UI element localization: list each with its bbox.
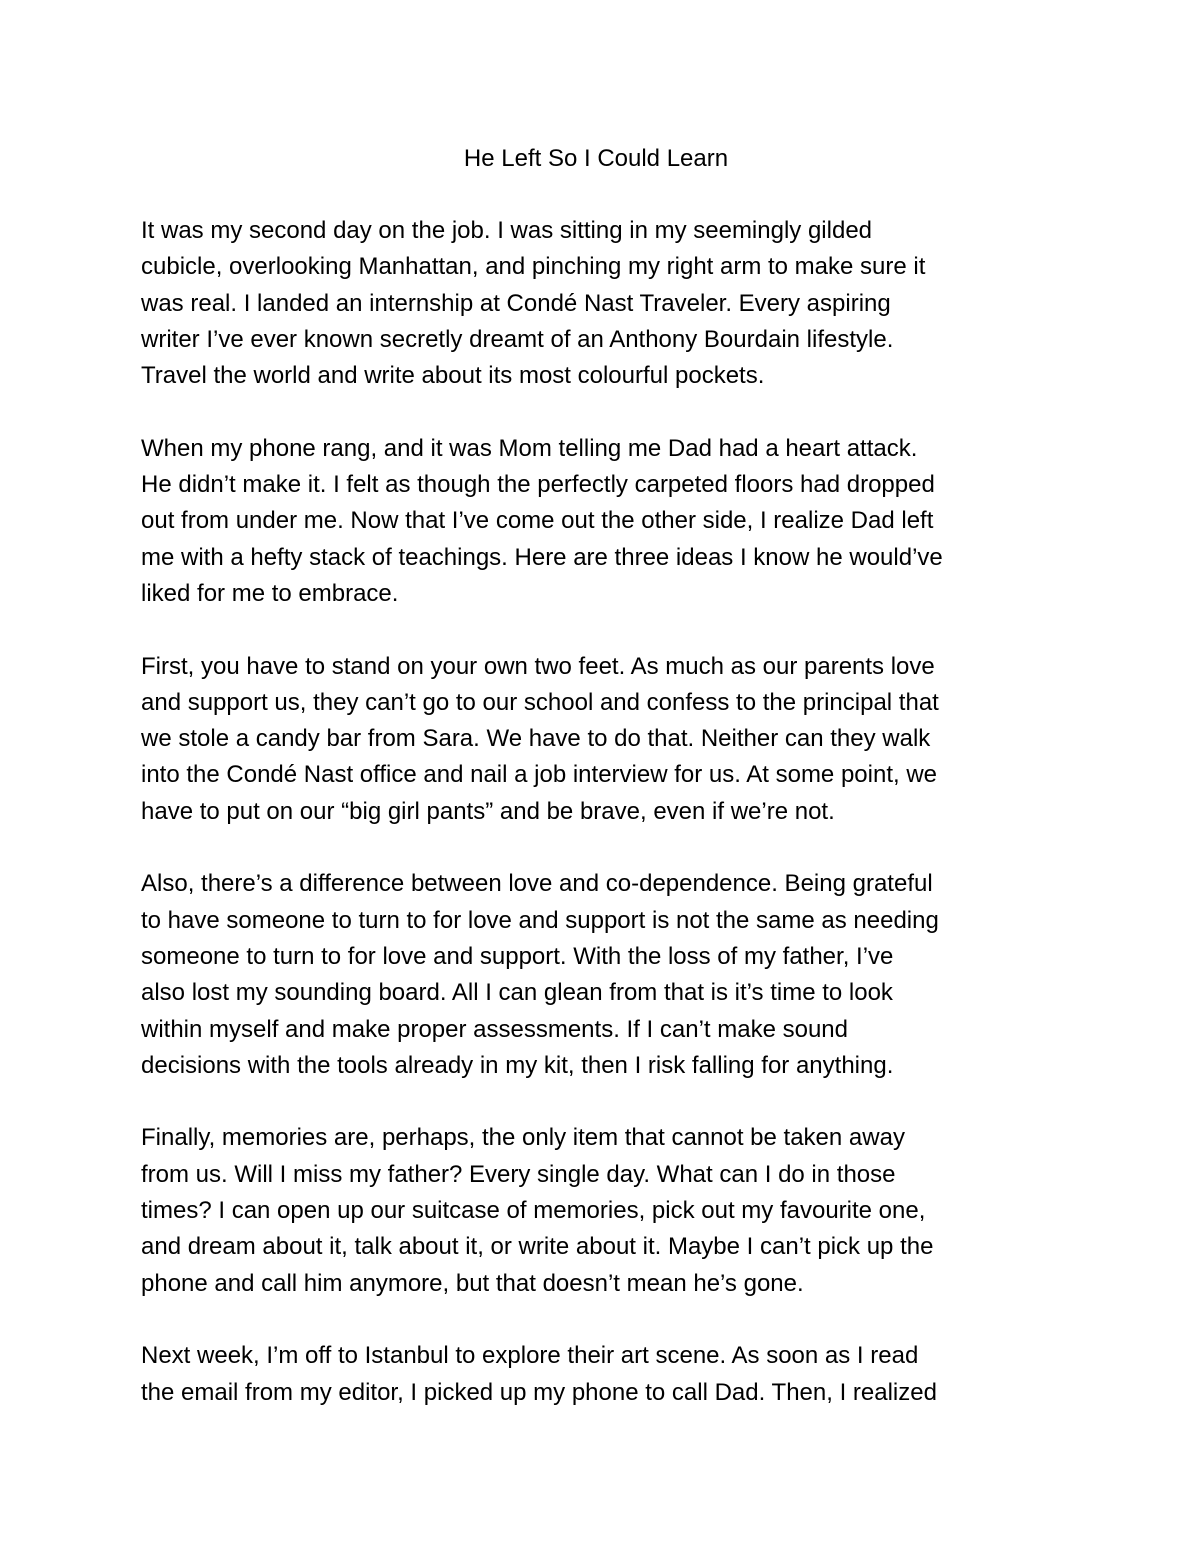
- text-line: from us. Will I miss my father? Every single day. What can I do in those: [141, 1160, 896, 1188]
- document-title: He Left So I Could Learn: [463, 145, 729, 172]
- paragraph-6: [141, 1338, 1071, 1411]
- paragraph-3: [141, 649, 1071, 830]
- text-line: When my phone rang, and it was Mom telling me Dad had a heart attack.: [141, 434, 918, 462]
- text-line: Finally, memories are, perhaps, the only item that cannot be taken away: [141, 1124, 905, 1152]
- text-line: to have someone to turn to for love and support is not the same as needing: [141, 906, 939, 934]
- text-line: decisions with the tools already in my kit, then I risk falling for anything.: [141, 1051, 894, 1079]
- text-line: Also, there’s a difference between love and co-dependence. Being grateful: [141, 870, 933, 898]
- text-line: was real. I landed an internship at Condé Nast Traveler. Every aspiring: [141, 289, 891, 317]
- text-line: the email from my editor, I picked up my phone to call Dad. Then, I realized: [141, 1378, 937, 1406]
- text-line: He didn’t make it. I felt as though the perfectly carpeted floors had dropped: [141, 471, 935, 499]
- text-line: and support us, they can’t go to our school and confess to the principal that: [141, 688, 939, 716]
- paragraph-2: [141, 431, 1071, 612]
- text-line: within myself and make proper assessments. If I can’t make sound: [141, 1015, 848, 1043]
- text-line: Next week, I’m off to Istanbul to explore their art scene. As soon as I read: [141, 1342, 919, 1370]
- document-body: [141, 213, 1071, 1447]
- text-line: into the Condé Nast office and nail a job interview for us. At some point, we: [141, 761, 938, 789]
- text-line: phone and call him anymore, but that doesn’t mean he’s gone.: [141, 1269, 804, 1297]
- text-line: out from under me. Now that I’ve come out the other side, I realize Dad left: [141, 507, 934, 535]
- text-line: have to put on our “big girl pants” and be brave, even if we’re not.: [141, 797, 835, 825]
- text-line: and dream about it, talk about it, or write about it. Maybe I can’t pick up the: [141, 1233, 934, 1261]
- text-line: times? I can open up our suitcase of memories, pick out my favourite one,: [141, 1197, 926, 1225]
- paragraph-1: [141, 213, 1071, 394]
- text-line: writer I’ve ever known secretly dreamt of an Anthony Bourdain lifestyle.: [141, 325, 894, 353]
- paragraph-5: [141, 1120, 1071, 1301]
- text-line: someone to turn to for love and support. With the loss of my father, I’ve: [141, 942, 894, 970]
- text-line: cubicle, overlooking Manhattan, and pinching my right arm to make sure it: [141, 253, 926, 281]
- text-line: It was my second day on the job. I was sitting in my seemingly gilded: [141, 217, 873, 244]
- paragraph-4: [141, 866, 1071, 1084]
- text-line: First, you have to stand on your own two feet. As much as our parents love: [141, 652, 935, 680]
- text-line: also lost my sounding board. All I can glean from that is it’s time to look: [141, 979, 893, 1007]
- text-line: we stole a candy bar from Sara. We have to do that. Neither can they walk: [141, 725, 931, 753]
- text-line: Travel the world and write about its most colourful pockets.: [141, 362, 765, 390]
- text-line: me with a hefty stack of teachings. Here are three ideas I know he would’ve: [141, 543, 943, 571]
- text-line: liked for me to embrace.: [141, 579, 399, 607]
